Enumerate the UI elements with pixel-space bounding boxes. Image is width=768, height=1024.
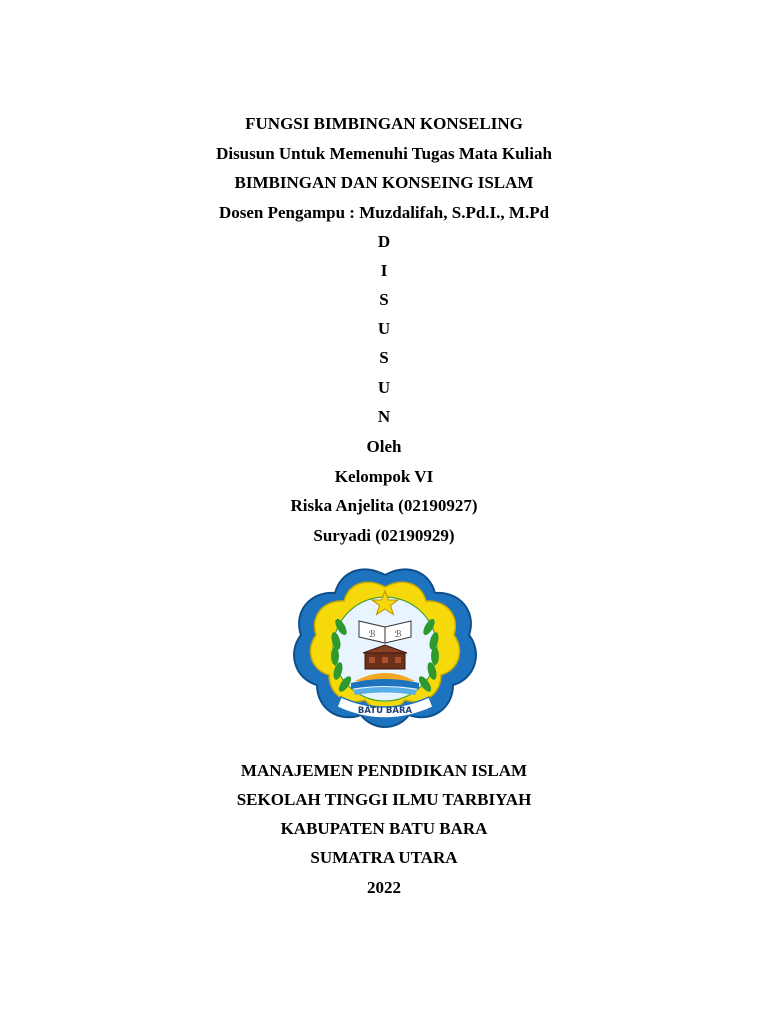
year: 2022 (367, 878, 401, 897)
paper-title: FUNGSI BIMBINGAN KONSELING (245, 114, 523, 133)
study-program: MANAJEMEN PENDIDIKAN ISLAM (240, 761, 528, 780)
institution-logo (289, 557, 481, 737)
emblem-banner-text: BATU BARA (357, 706, 413, 716)
lecturer-name: Dosen Pengampu : Muzdalifah, S.Pd.I., M.Pd (218, 203, 550, 222)
institution-emblem-icon (289, 557, 481, 737)
member-name: Riska Anjelita (02190927) (290, 496, 478, 515)
svg-text:ℬ: ℬ (368, 629, 376, 639)
disusun-letter: I (380, 261, 388, 280)
disusun-letter: S (379, 290, 389, 309)
disusun-letter: D (377, 232, 391, 251)
course-name: BIMBINGAN DAN KONSEING ISLAM (234, 173, 534, 192)
member-name: Suryadi (02190929) (313, 526, 455, 545)
disusun-letter: U (377, 378, 391, 397)
institution-name: SEKOLAH TINGGI ILMU TARBIYAH (236, 790, 532, 809)
province-name: SUMATRA UTARA (310, 848, 458, 867)
assignment-purpose: Disusun Untuk Memenuhi Tugas Mata Kuliah (216, 144, 552, 163)
regency-name: KABUPATEN BATU BARA (280, 819, 488, 838)
disusun-letter: S (379, 348, 389, 367)
disusun-letter: U (377, 319, 391, 338)
group-name: Kelompok VI (334, 467, 434, 486)
svg-text:ℬ: ℬ (394, 629, 402, 639)
disusun-letter: N (377, 407, 391, 426)
oleh-label: Oleh (366, 437, 402, 456)
